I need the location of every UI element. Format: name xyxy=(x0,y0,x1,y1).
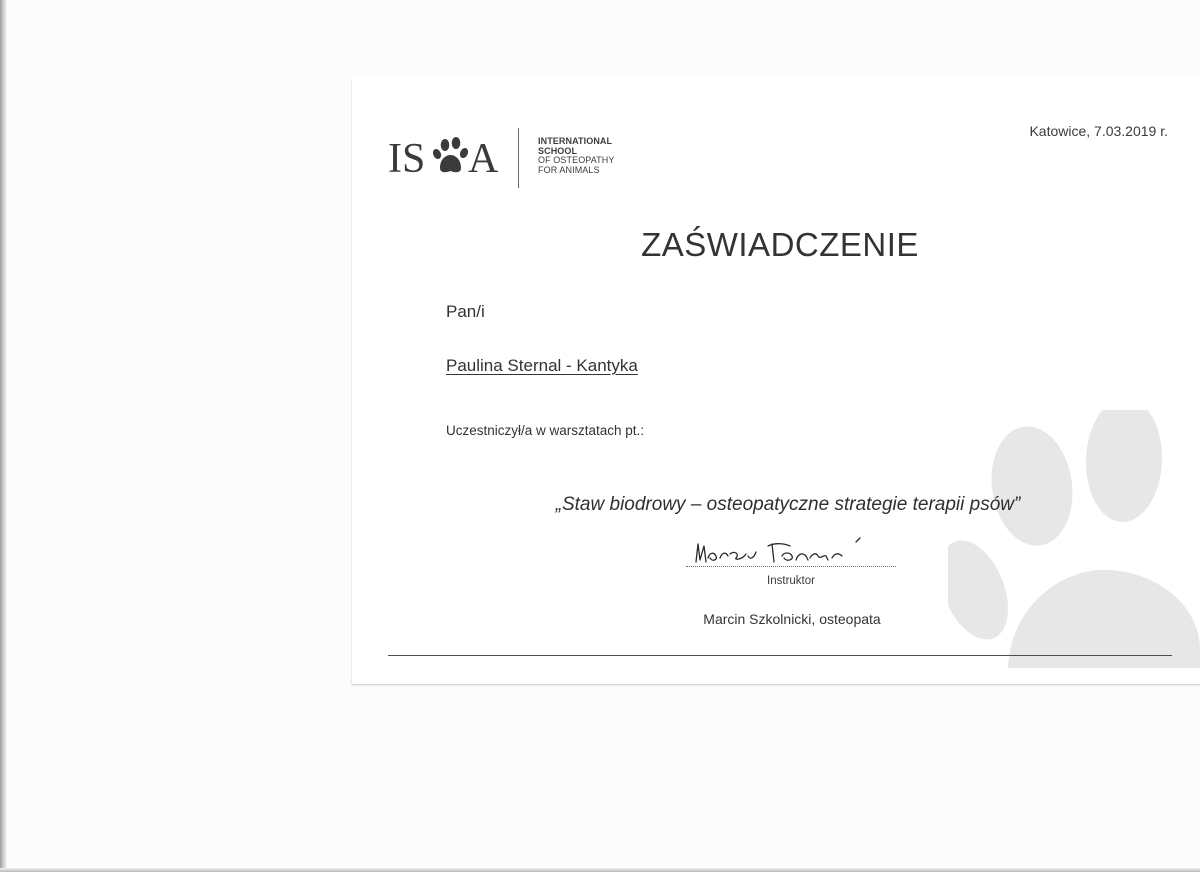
isoa-logo xyxy=(388,128,628,190)
paw-print-icon xyxy=(431,137,469,172)
instructor-label: Instruktor xyxy=(767,575,815,587)
logo-divider xyxy=(518,128,519,188)
certificate-sheet xyxy=(352,78,1200,685)
signature-line xyxy=(686,566,896,567)
bottom-rule xyxy=(388,655,1172,656)
participation-text: Uczestniczył/a w warsztatach pt.: xyxy=(446,423,645,438)
salutation: Pan/i xyxy=(446,302,485,321)
logo-subtitle-school: INTERNATIONAL SCHOOL xyxy=(538,136,612,156)
recipient-name: Paulina Sternal - Kantyka xyxy=(446,356,638,375)
issue-date: Katowice, 7.03.2019 r. xyxy=(1029,123,1168,139)
scan-left-edge-shadow xyxy=(0,0,7,872)
instructor-signature xyxy=(686,536,896,570)
logo-subtitle-osteopathy: OF OSTEOPATHY xyxy=(538,155,615,165)
isoa-wordmark xyxy=(388,132,504,180)
instructor-name: Marcin Szkolnicki, osteopata xyxy=(703,611,881,627)
logo-subtitle-animals: FOR ANIMALS xyxy=(538,164,600,175)
workshop-title: „Staw biodrowy – osteopatyczne strategie terapii psów” xyxy=(555,494,1021,515)
certificate-title: ZAŚWIADCZENIE xyxy=(641,226,919,263)
scan-bottom-edge-shadow xyxy=(0,868,1200,872)
paw-watermark-icon xyxy=(948,410,1200,668)
logo-subtitle xyxy=(538,137,628,175)
svg-text:A: A xyxy=(468,136,499,180)
svg-text:IS: IS xyxy=(388,136,426,180)
